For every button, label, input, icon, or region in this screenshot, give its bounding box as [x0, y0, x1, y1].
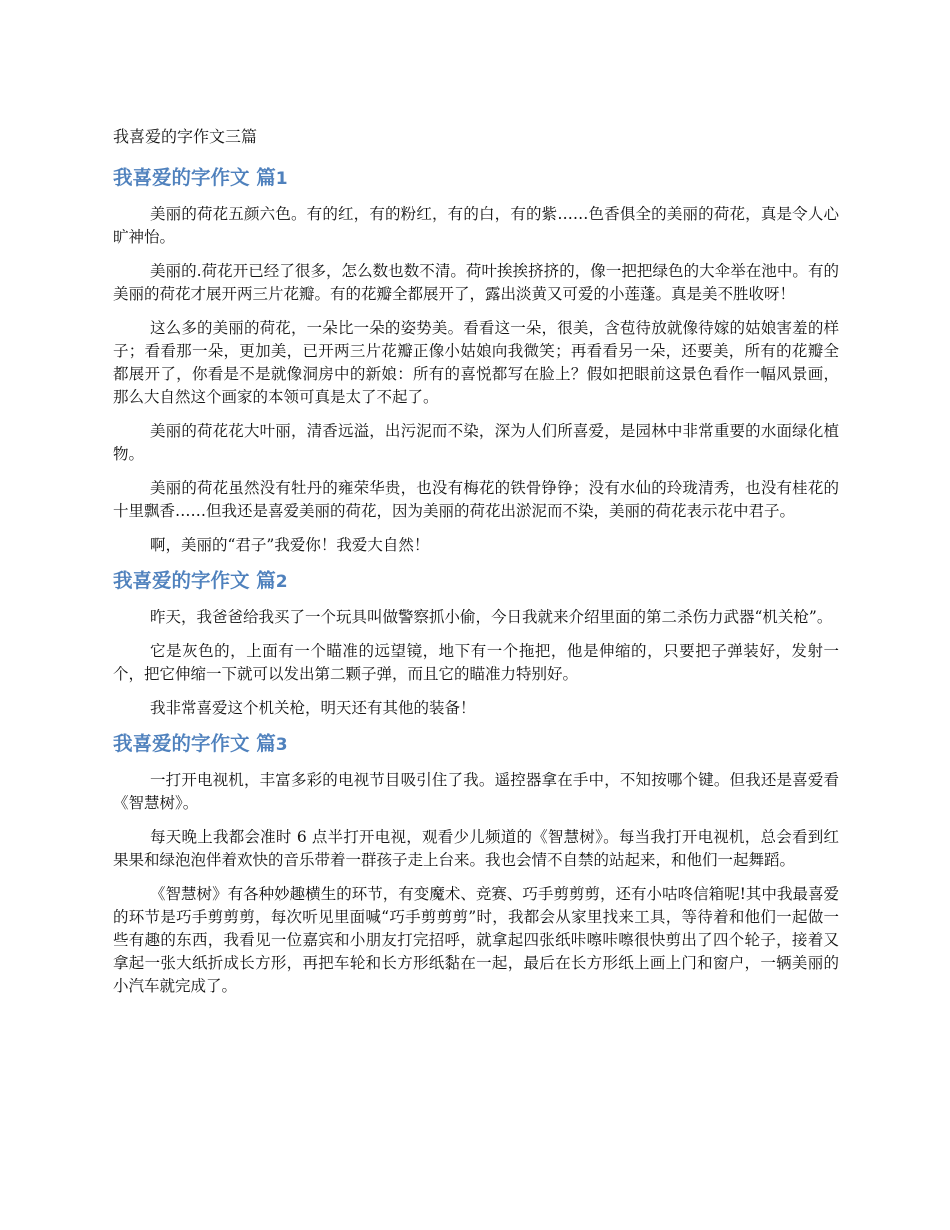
document-title: 我喜爱的字作文三篇 — [113, 127, 258, 146]
paragraph: 昨天，我爸爸给我买了一个玩具叫做警察抓小偷，今日我就来介绍里面的第二杀伤力武器“机关枪”。 — [150, 608, 833, 626]
essay-section-1 — [113, 165, 839, 557]
essay-section-3 — [113, 731, 839, 998]
paragraph: 每天晚上我都会准时 6 点半打开电视，观看少儿频道的《智慧树》。每当我打开电视机，总会看到红果果和绿泡泡伴着欢快的音乐带着一群孩子走上台来。我也会情不自禁的站起来，和他们一起舞蹈。 — [113, 828, 839, 869]
section-heading-text: 我喜爱的字作文 篇 — [113, 569, 276, 592]
section-number: 3 — [275, 735, 288, 755]
section-number: 1 — [275, 169, 288, 189]
essay-section-2 — [113, 568, 839, 720]
paragraph: 它是灰色的，上面有一个瞄准的远望镜，地下有一个拖把，他是伸缩的，只要把子弹装好，发射一个，把它伸缩一下就可以发出第二颗子弹，而且它的瞄准力特别好。 — [113, 642, 839, 683]
paragraph: 美丽的.荷花开已经了很多，怎么数也数不清。荷叶挨挨挤挤的，像一把把绿色的大伞举在池中。有的美丽的荷花才展开两三片花瓣。有的花瓣全都展开了，露出淡黄又可爱的小莲蓬。真是美不胜收呀！ — [113, 262, 839, 303]
paragraph: 一打开电视机，丰富多彩的电视节目吸引住了我。遥控器拿在手中，不知按哪个键。但我还是喜爱看《智慧树》。 — [113, 771, 839, 812]
paragraph: 《智慧树》有各种妙趣横生的环节，有变魔术、竞赛、巧手剪剪剪，还有小咕咚信箱呢!其中我最喜爱的环节是巧手剪剪剪，每次听见里面喊“巧手剪剪剪”时，我都会从家里找来工具，等待着和他们一起做一些有趣的东西，我看见一位嘉宾和小朋友打完招呼，就拿起四张纸咔嚓咔嚓很快剪出了四个轮子，接着又拿起一张大纸折成长方形，再把车轮和长方形纸黏在一起，最后在长方形纸上画上门和窗户，一辆美丽的小汽车就完成了。 — [113, 885, 839, 995]
paragraph: 美丽的荷花虽然没有牡丹的雍荣华贵，也没有梅花的铁骨铮铮；没有水仙的玲珑清秀，也没有桂花的十里飘香……但我还是喜爱美丽的荷花，因为美丽的荷花出淤泥而不染，美丽的荷花表示花中君子。 — [113, 479, 839, 520]
section-heading — [113, 731, 839, 758]
section-number: 2 — [275, 572, 288, 592]
paragraph: 美丽的荷花花大叶丽，清香远溢，出污泥而不染，深为人们所喜爱，是园林中非常重要的水面绿化植物。 — [113, 422, 839, 463]
paragraph: 这么多的美丽的荷花，一朵比一朵的姿势美。看看这一朵，很美，含苞待放就像待嫁的姑娘害羞的样子；看看那一朵，更加美，已开两三片花瓣正像小姑娘向我微笑；再看看另一朵，还要美，所有的花瓣全都展开了，你看是不是就像洞房中的新娘：所有的喜悦都写在脸上？假如把眼前这景色看作一幅风景画，那么大自然这个画家的本领可真是太了不起了。 — [113, 319, 839, 406]
section-heading-text: 我喜爱的字作文 篇 — [113, 166, 276, 189]
paragraph: 啊，美丽的“君子”我爱你！我爱大自然！ — [150, 536, 430, 554]
paragraph: 我非常喜爱这个机关枪，明天还有其他的装备！ — [150, 699, 476, 717]
paragraph: 美丽的荷花五颜六色。有的红，有的粉红，有的白，有的紫……色香俱全的美丽的荷花，真是令人心旷神怡。 — [113, 205, 839, 246]
section-heading-text: 我喜爱的字作文 篇 — [113, 732, 276, 755]
section-heading — [113, 165, 839, 192]
document-body — [113, 126, 839, 1009]
section-heading — [113, 568, 839, 595]
